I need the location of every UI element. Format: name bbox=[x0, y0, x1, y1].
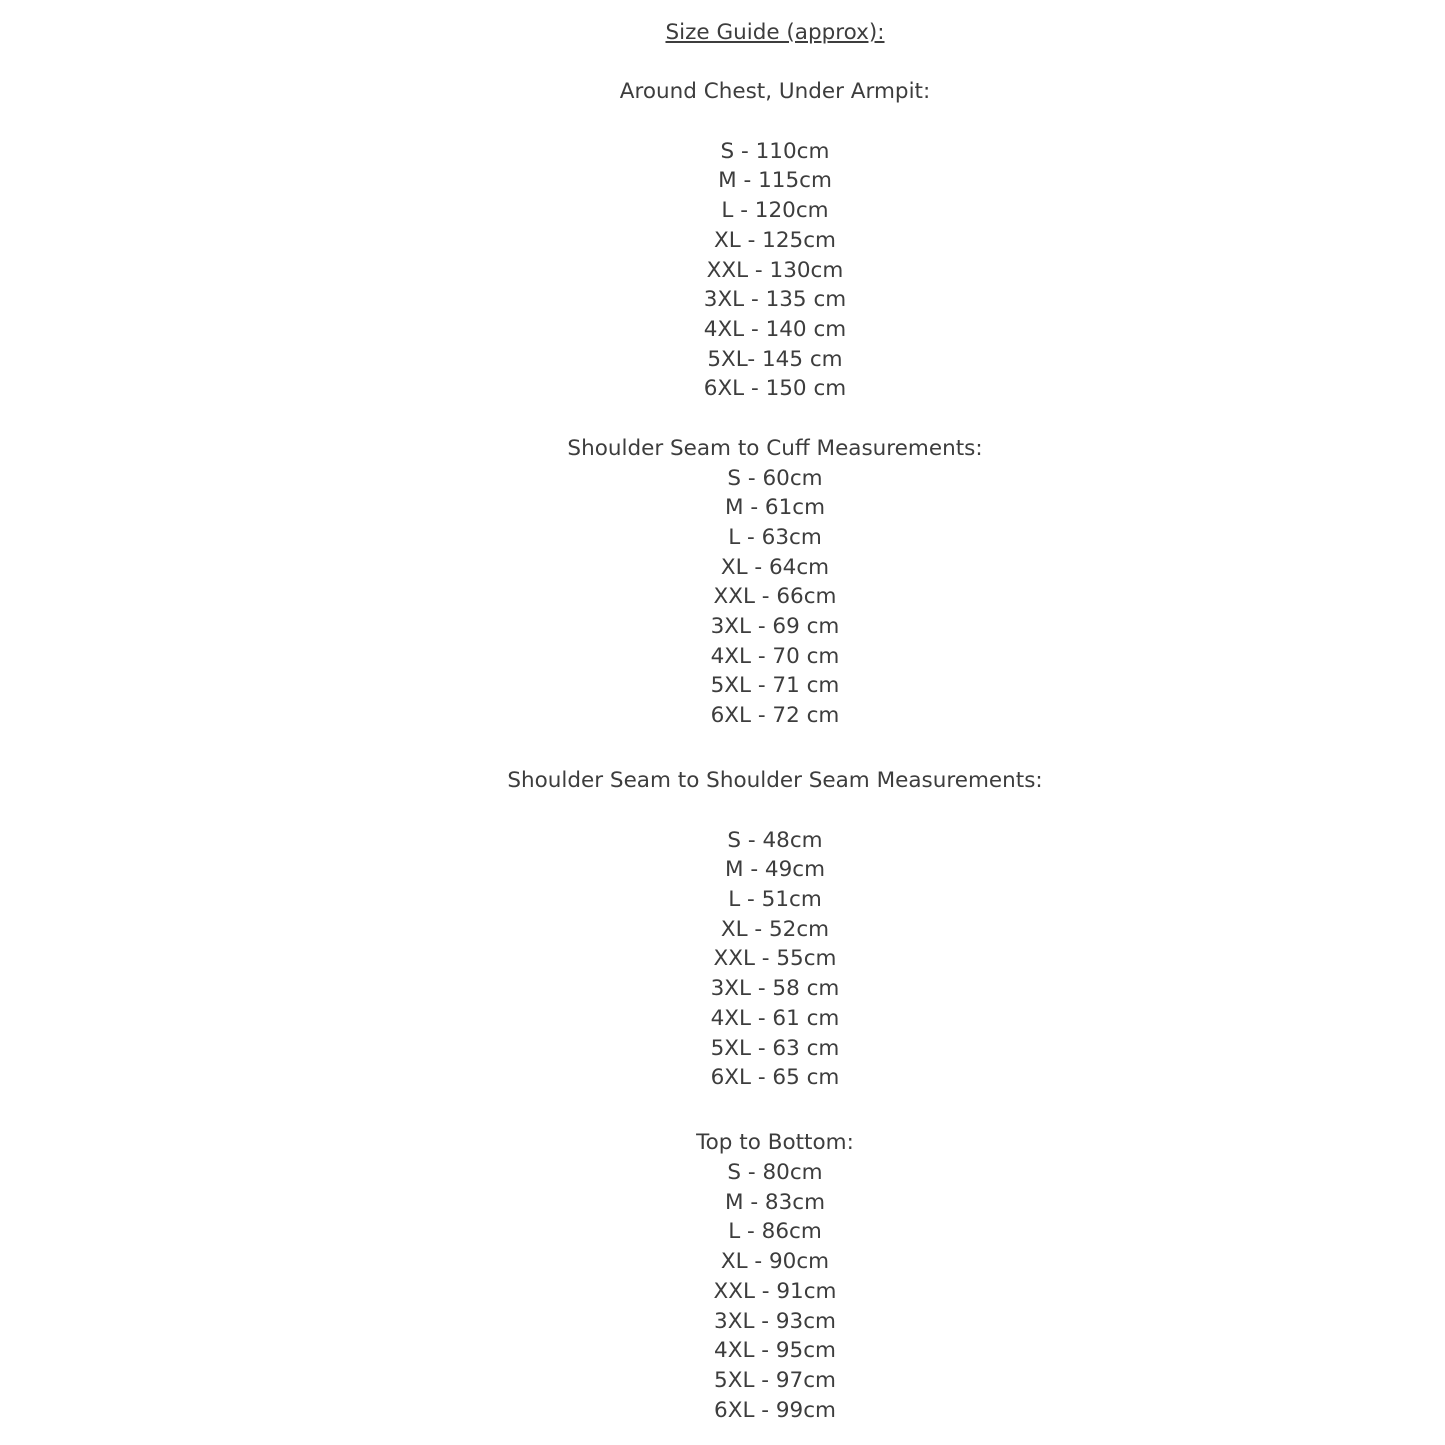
size-line: 6XL - 150 cm bbox=[703, 376, 847, 402]
size-line: 6XL - 72 cm bbox=[710, 703, 840, 729]
size-line: XL - 125cm bbox=[714, 227, 836, 253]
section-heading: Around Chest, Under Armpit: bbox=[619, 79, 931, 105]
size-line: S - 80cm bbox=[727, 1160, 823, 1186]
size-line: 3XL - 135 cm bbox=[703, 287, 847, 313]
size-line: 4XL - 61 cm bbox=[710, 1005, 840, 1031]
size-line: 5XL - 97cm bbox=[714, 1367, 836, 1393]
size-line: L - 120cm bbox=[721, 198, 829, 224]
size-line: S - 60cm bbox=[727, 465, 823, 491]
section-heading: Shoulder Seam to Cuff Measurements: bbox=[567, 435, 983, 461]
size-line: XXL - 130cm bbox=[706, 257, 844, 283]
size-line: 6XL - 65 cm bbox=[710, 1065, 840, 1091]
size-line: M - 83cm bbox=[724, 1189, 826, 1215]
section-top-to-bottom bbox=[105, 1128, 1445, 1425]
size-guide-document bbox=[105, 0, 1445, 1425]
page-title: Size Guide (approx): bbox=[665, 20, 885, 45]
size-line: XL - 90cm bbox=[720, 1249, 830, 1275]
section-heading: Shoulder Seam to Shoulder Seam Measurements: bbox=[507, 768, 1043, 794]
section-shoulder-to-cuff bbox=[105, 434, 1445, 731]
size-line: 4XL - 140 cm bbox=[703, 317, 847, 342]
size-line: 5XL- 145 cm bbox=[707, 346, 843, 372]
section-shoulder-to-shoulder bbox=[105, 766, 1445, 1093]
size-line: 3XL - 93cm bbox=[714, 1308, 836, 1334]
size-line: S - 110cm bbox=[720, 138, 830, 164]
size-line: M - 49cm bbox=[724, 857, 826, 883]
size-line: L - 86cm bbox=[728, 1219, 822, 1245]
size-line: XXL - 91cm bbox=[713, 1278, 837, 1304]
size-line: 4XL - 95cm bbox=[714, 1338, 836, 1364]
size-line: XXL - 55cm bbox=[713, 946, 837, 972]
size-line: 4XL - 70 cm bbox=[710, 643, 840, 669]
size-line: XL - 52cm bbox=[720, 916, 830, 942]
size-line: M - 61cm bbox=[724, 495, 826, 521]
section-heading: Top to Bottom: bbox=[696, 1130, 854, 1156]
size-line: 5XL - 63 cm bbox=[710, 1035, 840, 1061]
size-line: XXL - 66cm bbox=[713, 584, 837, 610]
section-around-chest bbox=[105, 77, 1445, 404]
size-line: L - 51cm bbox=[728, 887, 822, 913]
size-line: L - 63cm bbox=[728, 524, 822, 550]
size-line: 6XL - 99cm bbox=[714, 1397, 836, 1423]
size-line: 3XL - 69 cm bbox=[710, 614, 840, 640]
size-line: M - 115cm bbox=[718, 168, 832, 194]
size-line: S - 48cm bbox=[727, 827, 823, 853]
size-line: 3XL - 58 cm bbox=[710, 976, 840, 1002]
size-line: XL - 64cm bbox=[720, 554, 830, 580]
size-line: 5XL - 71 cm bbox=[710, 673, 840, 699]
